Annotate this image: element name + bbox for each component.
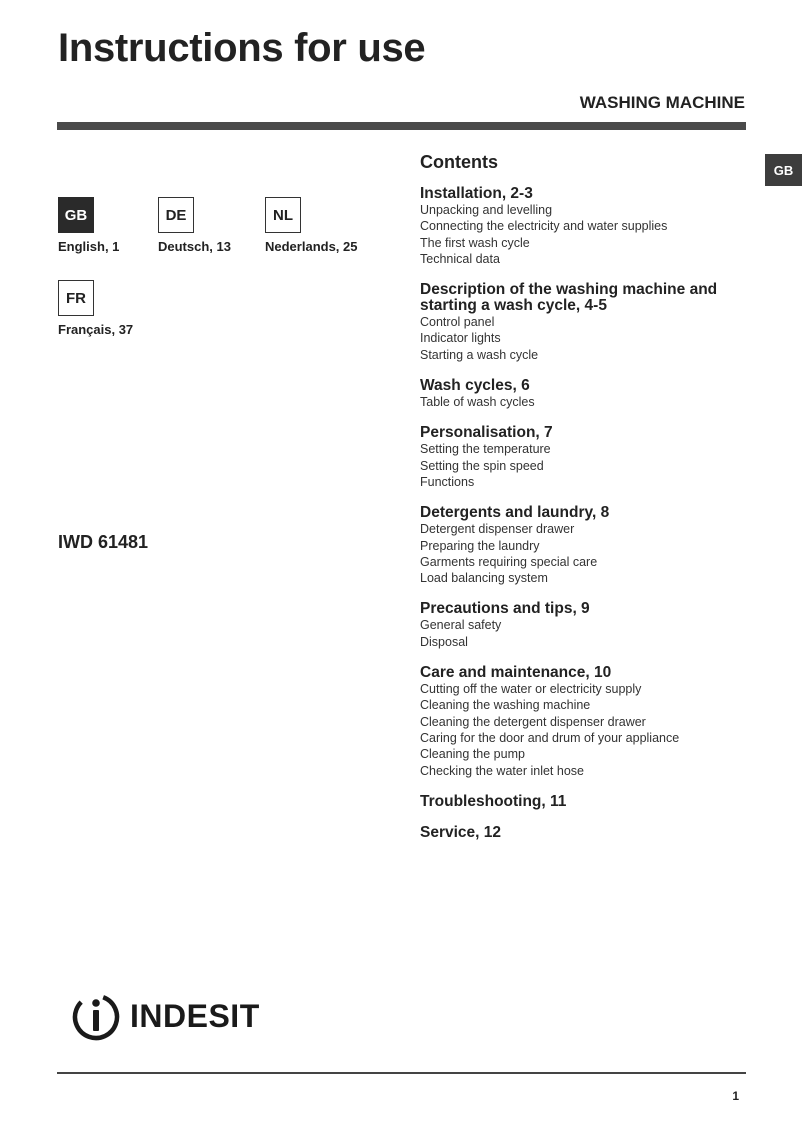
- language-label: Deutsch, 13: [158, 239, 231, 254]
- section-subitem[interactable]: General safety: [420, 618, 502, 633]
- document-title: Instructions for use: [58, 26, 426, 70]
- section-subitem[interactable]: Indicator lights: [420, 331, 501, 346]
- section-heading[interactable]: Description of the washing machine and starting a wash cycle, 4-5: [420, 281, 718, 315]
- language-label: English, 1: [58, 239, 120, 254]
- section-subitem[interactable]: Setting the spin speed: [420, 458, 544, 473]
- section-heading[interactable]: Personalisation, 7: [420, 424, 553, 442]
- section-subitem[interactable]: Setting the temperature: [420, 442, 551, 457]
- section-subitem[interactable]: Table of wash cycles: [420, 395, 535, 410]
- section-subitem[interactable]: Cleaning the washing machine: [420, 698, 591, 713]
- brand-name: INDESIT: [130, 997, 260, 1034]
- section-subitem[interactable]: Caring for the door and drum of your appliance: [420, 730, 680, 745]
- section-heading[interactable]: Precautions and tips, 9: [420, 600, 590, 618]
- language-code-box: NL: [265, 197, 301, 233]
- section-subitem[interactable]: Functions: [420, 474, 475, 489]
- section-subitem[interactable]: Control panel: [420, 315, 495, 330]
- section-subitem[interactable]: Garments requiring special care: [420, 554, 598, 569]
- footer-divider: [57, 1072, 746, 1074]
- section-subitem[interactable]: Cutting off the water or electricity supply: [420, 682, 642, 697]
- section-subitem[interactable]: The first wash cycle: [420, 235, 530, 250]
- language-code-box: DE: [158, 197, 194, 233]
- model-number: IWD 61481: [58, 532, 149, 552]
- section-subitem[interactable]: Detergent dispenser drawer: [420, 522, 575, 537]
- section-heading[interactable]: Service, 12: [420, 823, 502, 841]
- contents-section: [420, 794, 750, 810]
- contents-section: [420, 601, 750, 650]
- contents-section: [420, 282, 750, 363]
- indesit-i-logo-icon: [70, 990, 122, 1042]
- page-number: 1: [732, 1089, 739, 1103]
- contents-section: [420, 505, 750, 586]
- section-heading[interactable]: Troubleshooting, 11: [420, 792, 567, 810]
- section-subitem[interactable]: Preparing the laundry: [420, 538, 540, 553]
- language-label: Nederlands, 25: [265, 239, 358, 254]
- section-subitem[interactable]: Cleaning the pump: [420, 747, 525, 762]
- language-item-fr[interactable]: [58, 280, 178, 337]
- brand-logo: [70, 990, 260, 1042]
- product-type: WASHING MACHINE: [579, 93, 745, 112]
- section-subitem[interactable]: Cleaning the detergent dispenser drawer: [420, 714, 646, 729]
- language-side-tab: GB: [765, 154, 802, 186]
- language-item-de[interactable]: [158, 197, 278, 254]
- section-subitem[interactable]: Load balancing system: [420, 571, 548, 586]
- contents-section: [420, 665, 750, 779]
- language-code-box: FR: [58, 280, 94, 316]
- contents-section: [420, 825, 750, 841]
- section-subitem[interactable]: Disposal: [420, 634, 468, 649]
- section-subitem[interactable]: Technical data: [420, 251, 500, 266]
- section-subitem[interactable]: Checking the water inlet hose: [420, 763, 584, 778]
- contents-section: [420, 186, 750, 267]
- section-subitem[interactable]: Unpacking and levelling: [420, 203, 553, 217]
- language-label: Français, 37: [58, 322, 134, 337]
- section-subitem[interactable]: Starting a wash cycle: [420, 347, 539, 362]
- header-divider: [57, 122, 746, 130]
- contents-section: [420, 378, 750, 410]
- contents-section: [420, 425, 750, 490]
- section-heading[interactable]: Care and maintenance, 10: [420, 664, 612, 682]
- section-heading[interactable]: Wash cycles, 6: [420, 377, 530, 395]
- contents-title: Contents: [420, 152, 498, 172]
- language-item-nl[interactable]: [265, 197, 385, 254]
- section-subitem[interactable]: Connecting the electricity and water supplies: [420, 219, 668, 234]
- section-heading[interactable]: Installation, 2-3: [420, 185, 533, 202]
- table-of-contents: [420, 152, 750, 856]
- language-code-box: GB: [58, 197, 94, 233]
- section-heading[interactable]: Detergents and laundry, 8: [420, 504, 610, 522]
